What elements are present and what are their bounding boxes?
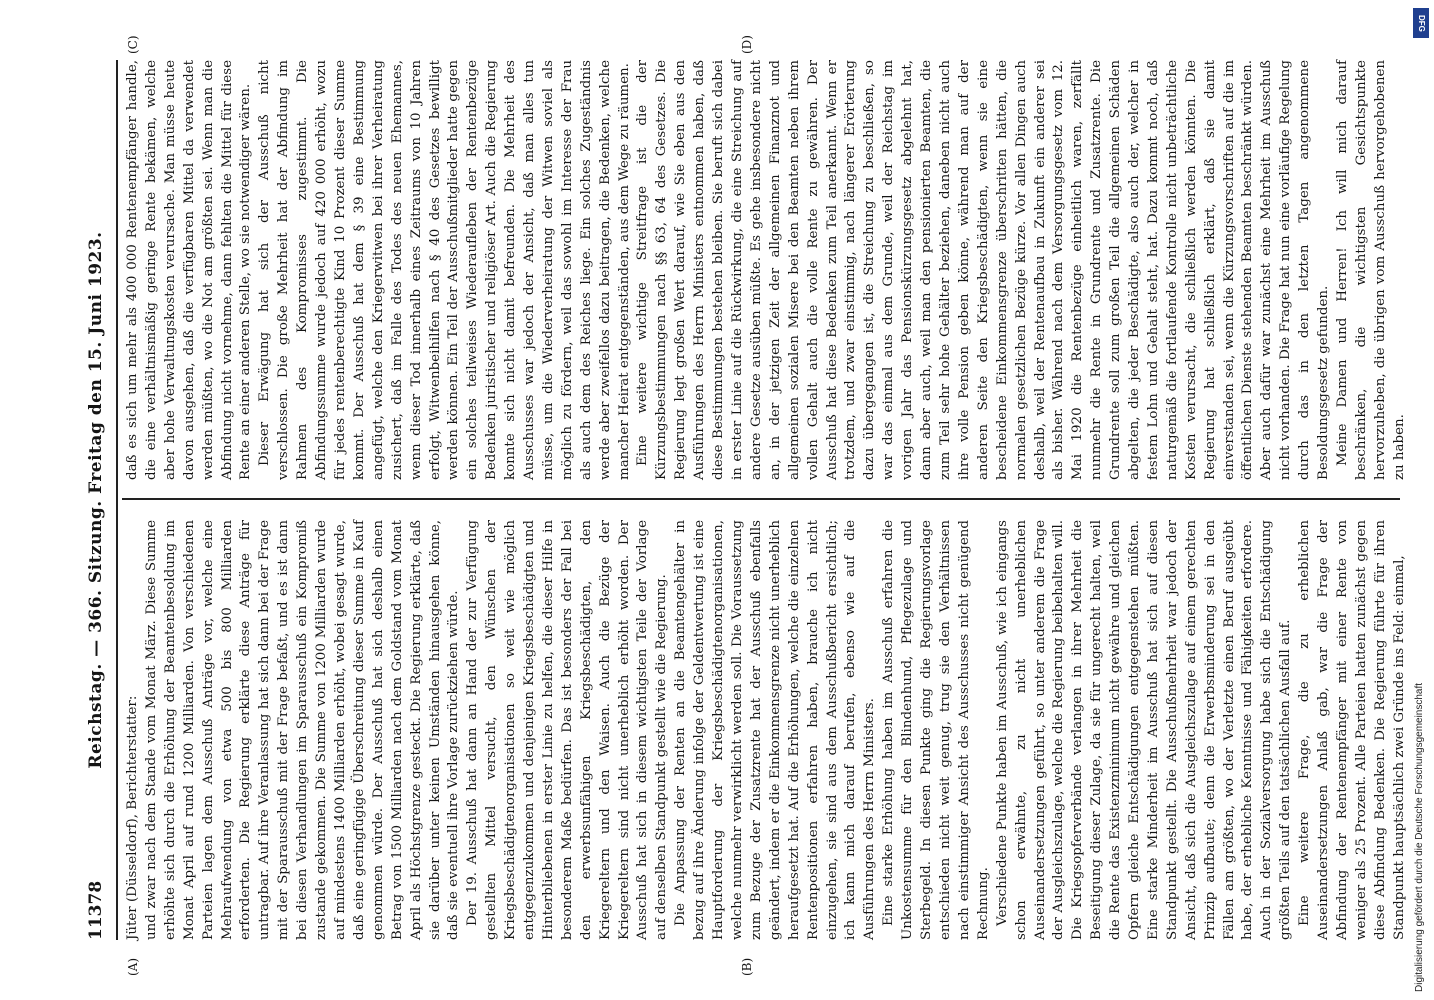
page-number: 11378: [86, 880, 106, 940]
printed-sheet: [80, 35, 1407, 976]
paragraph: Dieser Erwägung hat sich der Ausschuß nicht verschlossen. Die große Mehrheit hat der Abfindung im Rahmen des Kompromisses zugestimmt. Die Abfindungssumme wurde jedoch auf 420 000 erhöht, wozu für jedes rentenberechtigte Kind 10 Prozent dieser Summe kommt. Der Ausschuß hat dem § 39 eine Bestimmung angefügt, welche den Kriegerwitwen bei ihrer Verheiratung zusichert, daß im Falle des Todes des neuen Ehemannes, wenn dieser Tod innerhalb eines Zeitraums von 10 Jahren erfolgt, Witwenbeihilfen nach § 40 des Gesetzes bewilligt werden können. Ein Teil der Ausschußmitglieder hatte gegen ein solches teilweises Wiederaufleben der Rentenbezüge Bedenken juristischer und religiöser Art. Auch die Regierung konnte sich nicht damit befreunden. Die Mehrheit des Ausschusses war jedoch der Ansicht, daß man alles tun müsse, um die Wiederverheiratung der Witwen soviel als möglich zu fördern, weil das sowohl im Interesse der Frau als auch dem des Reiches liege. Ein solches Zugeständnis werde aber zweifellos dazu beitragen, die Bedenken, welche mancher Heirat entgegenständen, aus dem Wege zu räumen.: [257, 60, 632, 480]
running-head: Reichstag. — 366. Sitzung. Freitag den 15. Juni 1923.: [86, 231, 106, 769]
paragraph: und zwar nach dem Stande vom Monat März. Diese Summe erhöhte sich durch die Erhöhung der Beamtenbesoldung im Monat April auf rund 1200 Milliarden. Von verschiedenen Parteien lagen dem Ausschuß Anträge vor, welche eine Mehraufwendung von etwa 500 bis 800 Milliarden erforderten. Die Regierung erklärte diese Anträge für untragbar. Auf ihre Veranlassung hat sich dann bei der Frage mit der Sparausschuß mit der Frage befaßt, und es ist dann bei diesen Verhandlungen im Sparausschuß ein Kompromiß zustande gekommen. Die Summe von 1200 Milliarden wurde auf mindestens 1400 Milliarden erhöht, wobei gesagt wurde, daß eine geringfügige Überschreitung dieser Summe in Kauf genommen würde. Der Ausschuß hat sich deshalb einen Betrag von 1500 Milliarden nach dem Goldstand vom Monat April als Höchstgrenze gesteckt. Die Regierung erklärte, daß sie darüber unter keinen Umständen hinausgehen könne, daß sie eventuell ihre Vorlage zurückziehen würde.: [143, 520, 462, 940]
paragraph: Meine Damen und Herren! Ich will mich darauf beschränken, die wichtigsten Gesichtspunkte hervorzuheben, die übrigen vom Ausschuß hervorgehobenen zu haben.: [1335, 60, 1407, 480]
digitization-note: Digitalisierung gefördert durch die Deutsche Forschungsgemeinschaft: [1414, 682, 1425, 992]
margin-mark-b: (B): [740, 957, 754, 976]
digitization-strip: [1410, 8, 1432, 992]
column-divider: [122, 498, 1400, 500]
left-column: [124, 520, 1407, 940]
paragraph: Der 19. Ausschuß hat dann an Hand der zur Verfügung gestellten Mittel versucht, den Wünschen der Kriegsbeschädigtenorganisationen so weit wie möglich entgegenzukommen und denjenigen Kriegsbeschädigten und Hinterbliebenen in erster Linie zu helfen, die dieser Hilfe in besonderem Maße bedürfen. Das ist besonders der Fall bei den erwerbsunfähigen Kriegsbeschädigten, den Kriegereltern und den Waisen. Auch die Bezüge der Kriegereltern sind nicht unerheblich erhöht worden. Der Ausschuß hat sich in diesem wichtigsten Teile der Vorlage auf denselben Standpunkt gestellt wie die Regierung.: [465, 520, 670, 940]
dfg-logo: DFG: [1413, 8, 1429, 38]
right-column: [124, 60, 1407, 480]
margin-mark-d: (D): [740, 35, 754, 54]
speaker-line: Jüter (Düsseldorf), Berichterstatter:: [125, 695, 140, 940]
paragraph: Eine weitere Frage, die zu erheblichen Auseinandersetzungen Anlaß gab, war die Frage der Abfindung der Rentenempfänger mit einer Rente von weniger als 25 Prozent. Alle Parteien hatten zunächst gegen diese Abfindung Bedenken. Die Regierung führte für ihren Standpunkt hauptsächlich zwei Gründe ins Feld: einmal,: [1297, 520, 1407, 940]
margin-mark-c: (C): [126, 35, 140, 54]
paragraph: Eine starke Erhöhung haben im Ausschuß erfahren die Unkostensumme für den Blindenhund, Pflegezulage und Sterbegeld. In diesen Punkte ging die Regierungsvorlage entschieden nicht weit genug, trug sie den Verhältnissen nach einstimmiger Ansicht des Ausschusses nicht genügend Rechnung.: [881, 520, 991, 940]
paragraph: Die Anpassung der Renten an die Beamtengehälter in bezug auf ihre Änderung infolge der Geldentwertung ist eine Hauptforderung der Kriegsbeschädigtenorganisationen, welche nunmehr verwirklicht werden soll. Die Voraussetzung zum Bezuge der Zusatzrente hat der Ausschuß ebenfalls geändert, indem er die Einkommensgrenze nicht unerheblich heraufgesetzt hat. Auf die Erhöhungen, welche die einzelnen Rentenpositionen erfahren haben, brauche ich nicht einzugehen, sie sind aus dem Ausschußbericht ersichtlich; ich kann mich darauf berufen, ebenso wie auf die Ausführungen des Herrn Ministers.: [673, 520, 878, 940]
paragraph: Eine weitere wichtige Streitfrage ist die der Kürzungsbestimmungen nach §§ 63, 64 des Gesetzes. Die Regierung legt großen Wert darauf, wie Sie eben aus den Ausführungen des Herrn Ministers entnommen haben, daß diese Bestimmungen bestehen bleiben. Sie beruft sich dabei in erster Linie auf die Rückwirkung, die eine Streichung auf andere Gesetze ausüben müßte. Es gehe insbesondere nicht an, in der jetzigen Zeit der allgemeinen Finanznot und allgemeinen sozialen Misere bei den Beamten neben ihrem vollen Gehalt auch die volle Rente zu gewähren. Der Ausschuß hat diese Bedenken zum Teil anerkannt. Wenn er trotzdem, und zwar einstimmig, nach längerer Erörterung dazu übergegangen ist, die Streichung zu beschließen, so war das einmal aus dem Grunde, weil der Reichstag im vorigen Jahr das Pensionskürzungsgesetz abgelehnt hat, dann aber auch, weil man den pensionierten Beamten, die zum Teil sehr hohe Gehälter beziehen, daneben nicht auch ihre volle Pension geben könne, während man auf der anderen Seite den Kriegsbeschädigten, wenn sie eine bescheidene Einkommensgrenze überschritten hätten, die normalen gesetzlichen Bezüge kürze. Vor allen Dingen auch deshalb, weil der Rentenaufbau in Zukunft ein anderer sei als bisher. Während nach dem Versorgungsgesetz vom 12. Mai 1920 die Rentenbezüge einheitlich waren, zerfällt nunmehr die Rente in Grundrente und Zusatzrente. Die Grundrente soll zum großen Teil die allgemeinen Schäden abgelten, die jeder Beschädigte, also auch der, welcher in festem Lohn und Gehalt steht, hat. Dazu kommt noch, daß naturgemäß die fortlaufende Kontrolle nicht unbeträchtliche Kosten verursacht, die schließlich werden könnten. Die Regierung hat schließlich erklärt, daß sie damit einverstanden sei, wenn die Kürzungsvorschriften auf die im öffentlichen Dienste stehenden Beamten beschränkt würden. Aber auch dafür war zunächst eine Mehrheit im Ausschuß nicht vorhanden. Die Frage hat nun eine vorläufige Regelung durch das in den letzten Tagen angenommene Besoldungsgesetz gefunden.: [635, 60, 1332, 480]
paragraph: Verschiedene Punkte haben im Ausschuß, wie ich eingangs schon erwähnte, zu nicht unerheblichen Auseinandersetzungen geführt, so unter anderem die Frage der Ausgleichszulage, welche die Regierung beibehalten will. Die Kriegsopferverbände verlangen in ihrer Mehrheit die Beseitigung dieser Zulage, da sie für ungerecht halten, weil die Rente das Existenzminimum nicht gewähre und gleichen Opfern gleiche Entschädigungen entgegenstehen müßten. Eine starke Minderheit im Ausschuß hat sich auf diesen Standpunkt gestellt. Die Ausschußmehrheit war jedoch der Ansicht, daß sich die Ausgleichszulage auf einem gerechten Prinzip aufbaute; denn die Erwerbsminderung sei in den Fällen am größten, wo der Verletzte einen Beruf ausgeübt habe, der erhebliche Kenntnisse und Fähigkeiten erfordere. Auch in der Sozialversorgung habe sich die Entschädigung größten Teils auf den tatsächlichen Ausfall auf.: [994, 520, 1294, 940]
paragraph: daß es sich um mehr als 400 000 Rentenempfänger handle, die eine verhältnismäßig geringe Rente bekämen, welche aber hohe Verwaltungskosten verursache. Man müsse heute davon ausgehen, daß die verfügbaren Mittel da verwendet werden müßten, wo die Not am größten sei. Wenn man die Abfindung nicht vornehme, dann fehlten die Mittel für diese Rente an einer anderen Stelle, wo sie notwendiger wären.: [125, 60, 254, 480]
margin-mark-a: (A): [126, 957, 140, 976]
page-header: [80, 60, 118, 940]
